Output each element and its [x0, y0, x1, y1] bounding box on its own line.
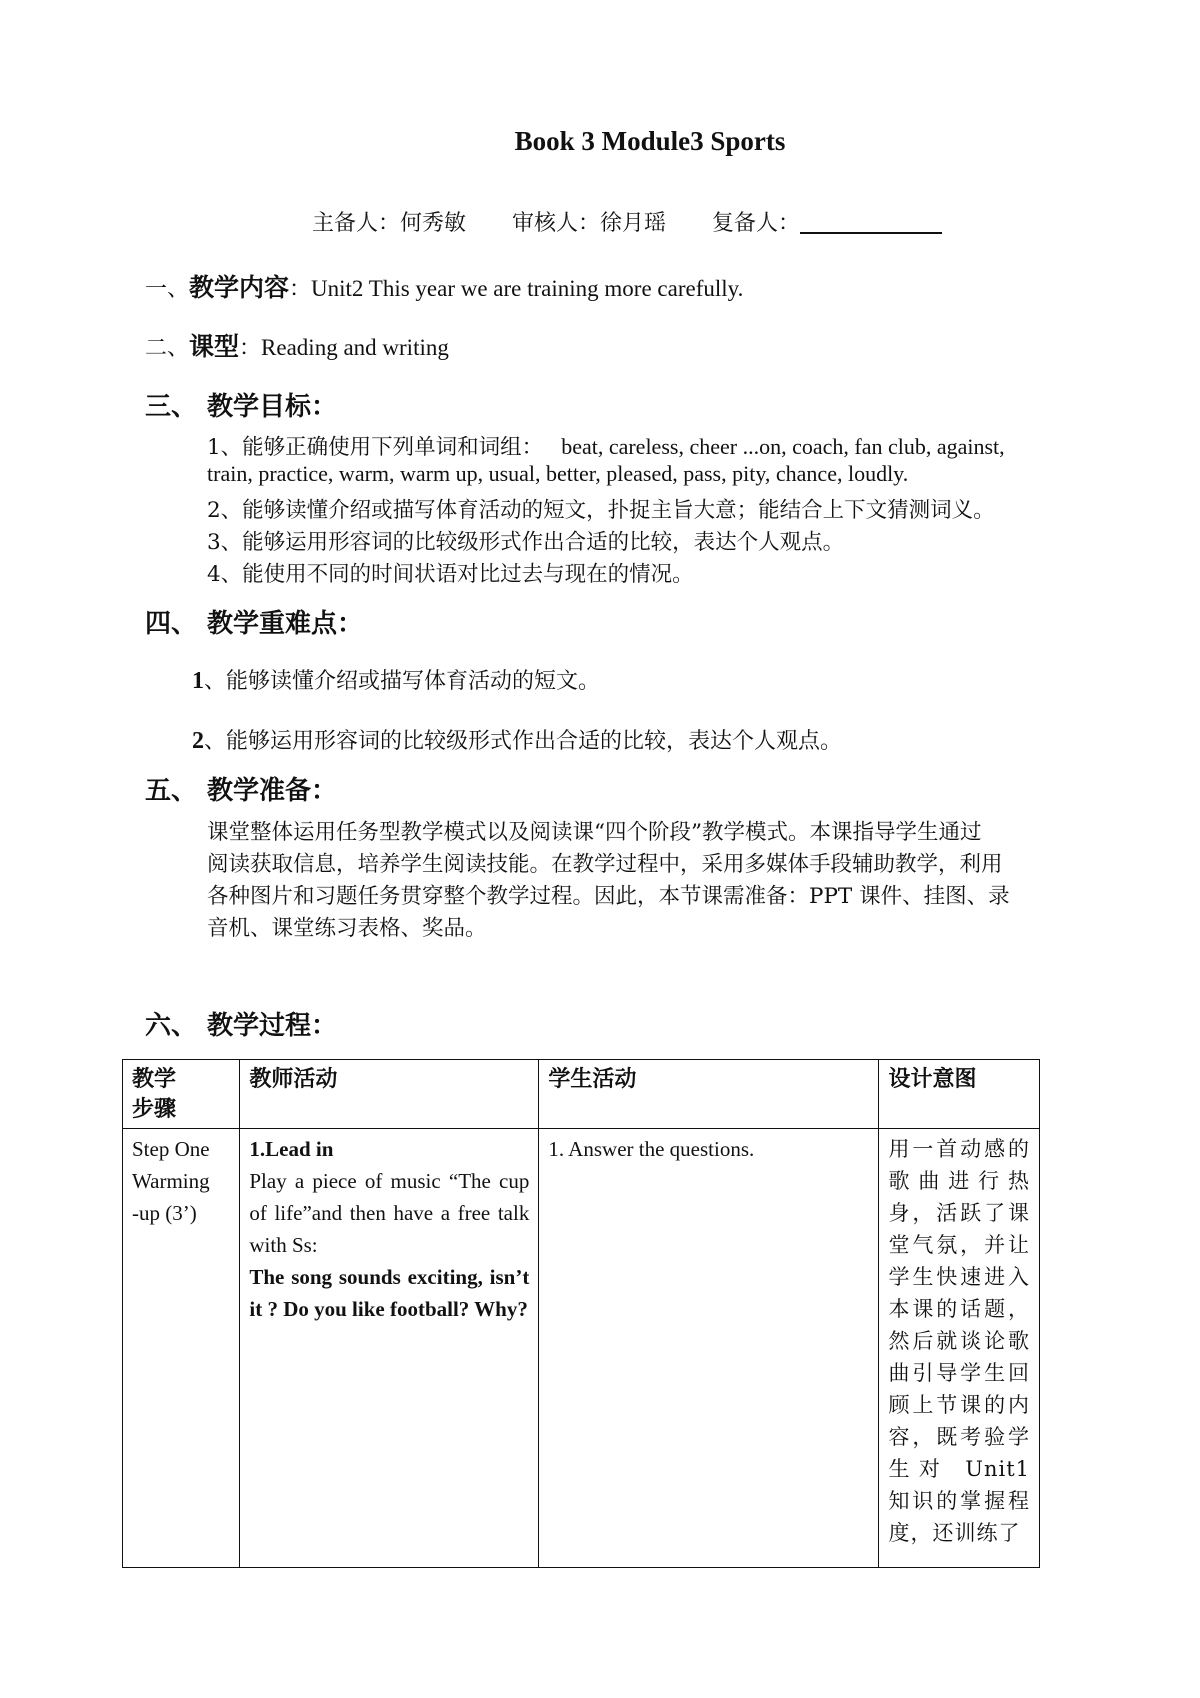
objective-item	[207, 557, 694, 588]
objective-item	[207, 525, 844, 556]
section-label: 六、	[145, 1011, 198, 1041]
step-line: -up (3’)	[132, 1201, 197, 1225]
section-heading: 教学过程：	[207, 1011, 338, 1041]
section-colon: ：	[289, 277, 312, 302]
section-heading: 课型	[189, 332, 240, 361]
objective-item	[207, 461, 908, 487]
document-title: Book 3 Module3 Sports	[514, 126, 786, 156]
section-teaching-process	[145, 1005, 337, 1042]
teacher-activity-questions: The song sounds exciting, isn’t it ? Do you like football? Why?	[249, 1265, 530, 1321]
table-row	[123, 1129, 1040, 1568]
section-label: 二、	[145, 336, 190, 361]
section-label: 一、	[145, 277, 190, 302]
section-label: 四、	[145, 609, 198, 639]
section-colon: ：	[239, 336, 262, 361]
design-intent-text: 用一首动感的歌曲进行热身，活跃了课堂气氛，并让学生快速进入本课的话题，然后就谈论歌曲引导学生回顾上节课的内容，既考验学生对 Unit1 知识的掌握程度，还训练了	[888, 1137, 1030, 1545]
header-step-text: 教学 步骤	[132, 1066, 177, 1122]
teacher-activity-text: Play a piece of music “The cup of life”and then have a free talk with Ss:	[249, 1169, 530, 1257]
preparation-line: 课堂整体运用任务型教学模式以及阅读课“四个阶段”教学模式。本课指导学生通过	[207, 820, 982, 845]
reviewer: 审核人：徐月瑶	[512, 211, 667, 236]
key-point-number: 2	[192, 728, 204, 754]
teacher-activity-cell	[240, 1129, 539, 1568]
objective-text: train, practice, warm, warm up, usual, better, pleased, pass, pity, chance, loudly.	[207, 461, 909, 486]
section-teaching-content	[145, 268, 743, 304]
section-label: 五、	[145, 776, 198, 806]
section-label: 三、	[145, 392, 198, 422]
key-point-item	[192, 724, 842, 755]
key-point-item	[192, 664, 600, 695]
table-header-row	[123, 1060, 1040, 1129]
section-teaching-objectives	[145, 386, 337, 423]
backup-preparer: 复备人：	[712, 211, 801, 236]
preparation-line: 阅读获取信息，培养学生阅读技能。在教学过程中，采用多媒体手段辅助教学，利用	[207, 852, 1003, 877]
step-line: Warming	[132, 1169, 210, 1193]
backup-preparer-blank	[800, 210, 942, 234]
objective-item	[207, 493, 995, 524]
objective-prefix: 1、能够正确使用下列单词和词组：	[207, 435, 544, 460]
header-step	[123, 1060, 240, 1129]
key-point-number: 1	[192, 668, 204, 694]
header-student-activity: 学生活动	[539, 1060, 879, 1129]
section-lesson-type	[145, 327, 449, 363]
step-cell	[123, 1129, 240, 1568]
section-key-points	[145, 603, 363, 640]
design-intent-cell	[879, 1129, 1040, 1568]
objective-text: beat, careless, cheer ...on, coach, fan club, against,	[561, 434, 1005, 459]
objective-prefix: 3、能够运用形容词的比较级形式作出合适的比较，表达个人观点。	[207, 530, 845, 555]
header-design-intent: 设计意图	[879, 1060, 1040, 1129]
section-heading: 教学重难点：	[207, 609, 364, 639]
objective-prefix: 2、能够读懂介绍或描写体育活动的短文，扑捉主旨大意；能结合上下文猜测词义。	[207, 498, 995, 523]
student-activity-text: 1. Answer the questions.	[548, 1137, 755, 1161]
section-heading: 教学内容	[189, 273, 290, 302]
section-heading: 教学准备：	[207, 776, 338, 806]
section-value: Reading and writing	[261, 335, 449, 360]
section-value: Unit2 This year we are training more carefully.	[311, 276, 744, 301]
teaching-process-table	[122, 1059, 1040, 1568]
main-preparer: 主备人：何秀敏	[312, 211, 467, 236]
objective-item	[207, 430, 1005, 461]
preparation-line: 音机、课堂练习表格、奖品。	[207, 916, 487, 941]
teacher-activity-title: 1.Lead in	[249, 1137, 334, 1161]
section-heading: 教学目标：	[207, 392, 338, 422]
preparation-line: 各种图片和习题任务贯穿整个教学过程。因此，本节课需准备：PPT 课件、挂图、录	[207, 884, 1010, 909]
section-preparation	[145, 770, 337, 807]
preparers-line	[312, 206, 942, 237]
objective-prefix: 4、能使用不同的时间状语对比过去与现在的情况。	[207, 562, 694, 587]
student-activity-cell	[539, 1129, 879, 1568]
key-point-text: 、能够运用形容词的比较级形式作出合适的比较，表达个人观点。	[204, 729, 843, 754]
step-line: Step One	[132, 1137, 210, 1161]
key-point-text: 、能够读懂介绍或描写体育活动的短文。	[204, 669, 601, 694]
header-teacher-activity: 教师活动	[240, 1060, 539, 1129]
